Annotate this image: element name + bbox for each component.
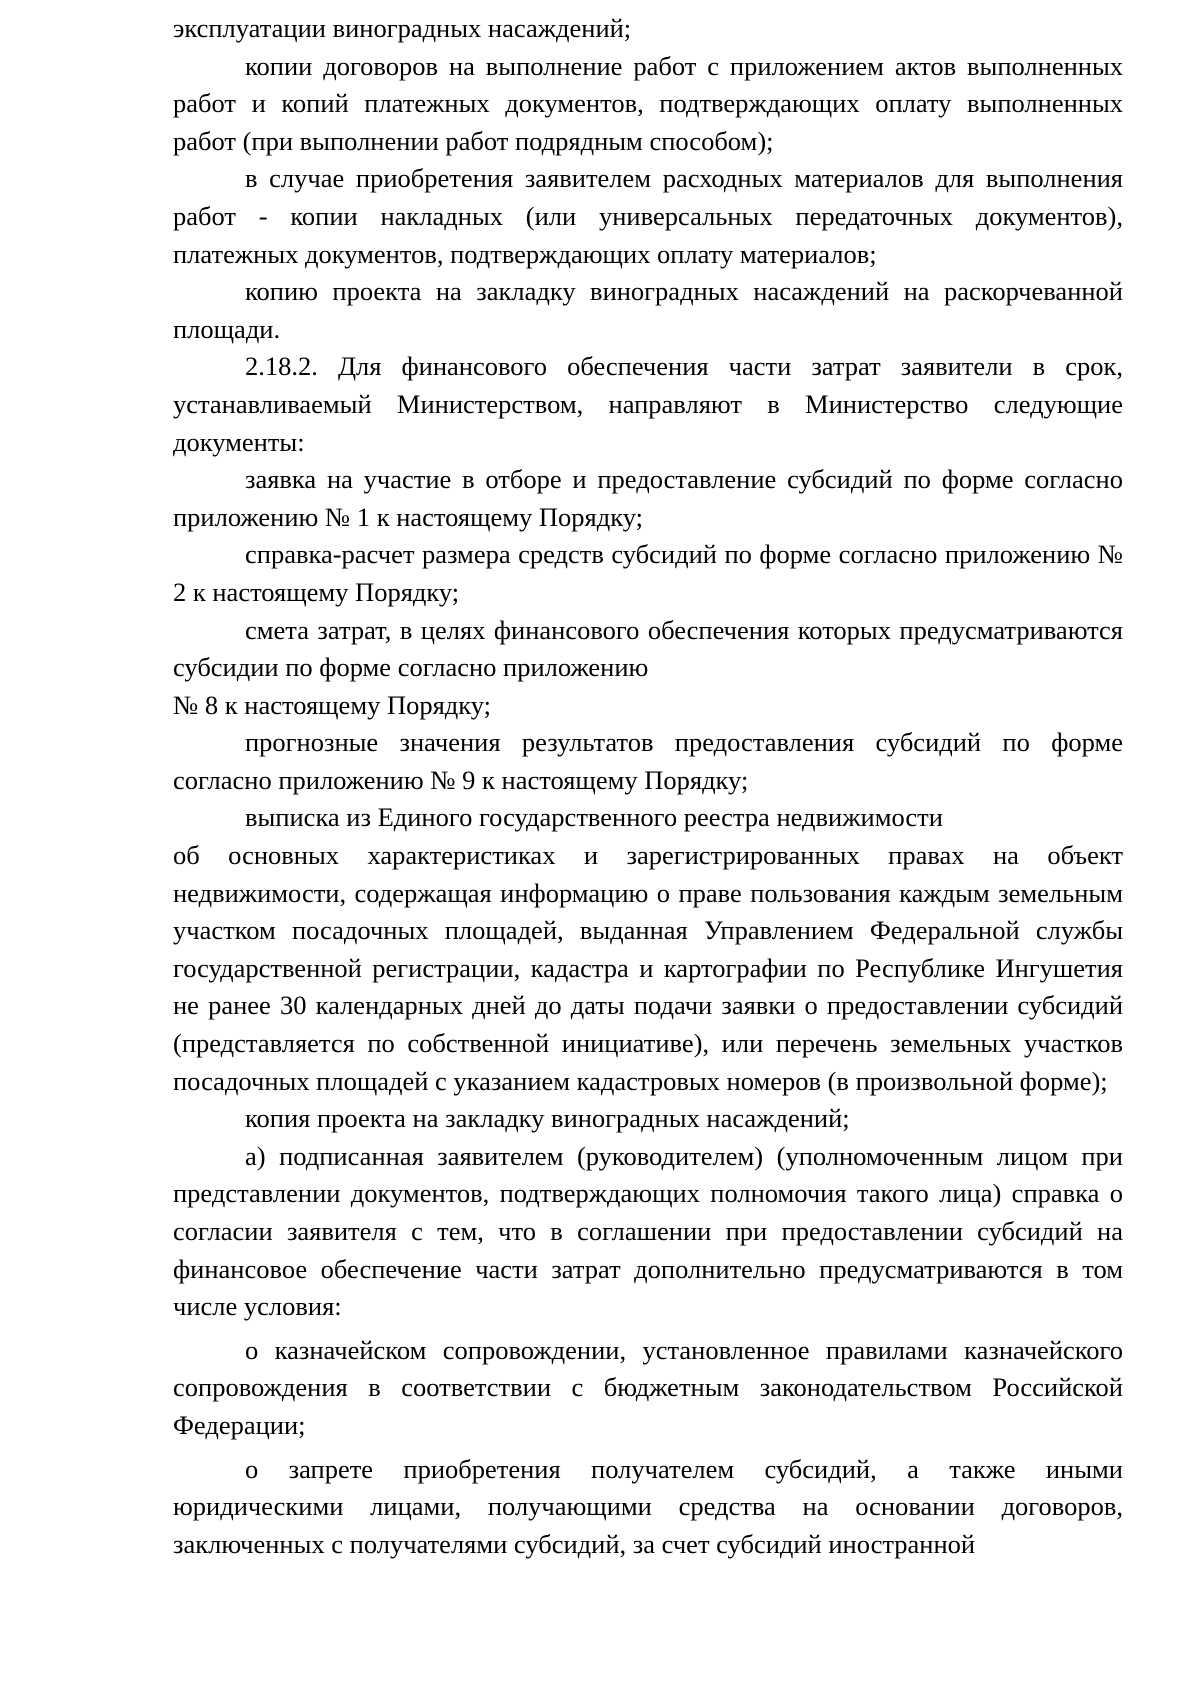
- paragraph-project-copy: копию проекта на закладку виноградных насаждений на раскорчеванной площади.: [173, 276, 1123, 344]
- paragraph-cost-estimate: смета затрат, в целях финансового обеспечения которых предусматриваются субсидии по форме согласно приложению: [173, 614, 1123, 683]
- paragraph-section-2-18-2: 2.18.2. Для финансового обеспечения части затрат заявители в срок, устанавливаемый Министерством, направляют в Министерство следующие документы:: [173, 351, 1123, 457]
- paragraph-contract-copies: копии договоров на выполнение работ с приложением актов выполненных работ и копий платежных документов, подтверждающих оплату выполненных работ (при выполнении работ подрядным способом);: [173, 50, 1123, 156]
- paragraph-application: заявка на участие в отборе и предоставление субсидий по форме согласно приложению № 1 к настоящему Порядку;: [173, 464, 1123, 532]
- paragraph-treasury-support: о казначейском сопровождении, установленное правилами казначейского сопровождения в соответствии с бюджетным законодательством Российской Федерации;: [173, 1334, 1123, 1440]
- document-body: [173, 10, 1123, 1563]
- paragraph-registry-extract: выписка из Единого государственного реестра недвижимости: [245, 802, 943, 833]
- paragraph-cost-estimate-continuation: № 8 к настоящему Порядку;: [173, 689, 492, 720]
- paragraph-vineyard-project-copy: копия проекта на закладку виноградных насаждений;: [245, 1103, 850, 1134]
- paragraph-materials-purchase: в случае приобретения заявителем расходных материалов для выполнения работ - копии накладных (или универсальных передаточных документов), платежных документов, подтверждающих оплату материалов;: [173, 163, 1123, 269]
- paragraph-registry-extract-continuation: об основных характеристиках и зарегистрированных правах на объект недвижимости, содержащая информацию о праве пользования каждым земельным участком посадочных площадей, выданная Управлением Федеральной службы государственной регистрации, кадастра и картографии по Республике Ингушетия не ранее 30 календарных дней до даты подачи заявки о предоставлении субсидий (представляется по собственной инициативе), или перечень земельных участков посадочных площадей с указанием кадастровых номеров (в произвольной форме);: [173, 840, 1123, 1096]
- paragraph-foreign-currency-ban: о запрете приобретения получателем субсидий, а также иными юридическими лицами, получающими средства на основании договоров, заключенных с получателями субсидий, за счет субсидий иностранной: [173, 1453, 1123, 1559]
- paragraph-consent-certificate: а) подписанная заявителем (руководителем) (уполномоченным лицом при представлении документов, подтверждающих полномочия такого лица) справка о согласии заявителя с тем, что в соглашении при предоставлении субсидий на финансовое обеспечение части затрат дополнительно предусматриваются в том числе условия:: [173, 1140, 1123, 1322]
- paragraph-calculation-certificate: справка-расчет размера средств субсидий по форме согласно приложению № 2 к настоящему Порядку;: [173, 539, 1123, 607]
- paragraph-operation-end: эксплуатации виноградных насаждений;: [173, 13, 632, 43]
- paragraph-forecast-values: прогнозные значения результатов предоставления субсидий по форме согласно приложению № 9 к настоящему Порядку;: [173, 727, 1123, 795]
